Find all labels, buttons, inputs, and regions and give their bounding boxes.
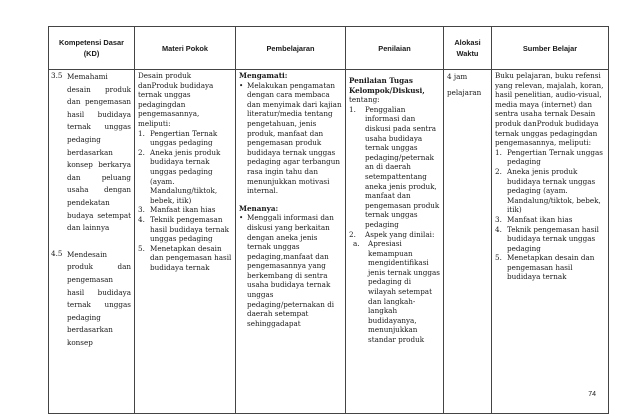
materi-cell bbox=[135, 70, 236, 414]
header-kd: Kompetensi Dasar (KD) bbox=[49, 27, 135, 70]
alokasi-unit: pelajaran bbox=[447, 88, 482, 97]
mengamati-title: Mengamati: bbox=[239, 71, 288, 80]
list-item: 2. Aneka jenis produk budidaya ternak unggas pedaging (ayam. Mandalung/tiktok, bebek, itik) bbox=[495, 166, 601, 215]
bullet-icon: • bbox=[239, 213, 244, 223]
bullet-icon: • bbox=[239, 80, 244, 90]
sumber-cell bbox=[492, 70, 609, 414]
syllabus-table bbox=[48, 26, 609, 414]
table-row bbox=[49, 70, 609, 414]
header-penilaian: Penilaian bbox=[346, 27, 444, 70]
materi-list bbox=[138, 129, 232, 273]
sumber-intro: Buku pelajaran, buku refensi yang relevan, majalah, koran, hasil penelitian, audio-visual, media maya (internet) dan sentra usaha ternak Desain produk danProduk budidaya ternak unggas pedagingdan pengemasannya, meliputi: bbox=[495, 71, 604, 148]
penilaian-list bbox=[349, 105, 440, 239]
kd-number: 3.5 bbox=[51, 71, 63, 80]
header-pembelajaran: Pembelajaran bbox=[236, 27, 346, 70]
list-item: 1. Penggalian informasi dan diskusi pada sentra usaha budidaya ternak unggas pedaging/peternak an di daerah setempattentang aneka jenis produk, manfaat dan pengemasan produk ternak unggas pedaging bbox=[349, 104, 440, 229]
list-item: 4. Teknik pengemasan hasil budidaya ternak unggas pedaging bbox=[495, 224, 599, 253]
header-materi: Materi Pokok bbox=[135, 27, 236, 70]
penilaian-title: Penilaian Tugas Kelompok/Diskusi, bbox=[349, 76, 425, 95]
list-item: 3. Manfaat ikan hias bbox=[495, 214, 573, 224]
header-row bbox=[49, 27, 609, 70]
sumber-list bbox=[495, 148, 605, 282]
alokasi-jam: 4 jam bbox=[447, 72, 468, 81]
alokasi-cell bbox=[444, 70, 492, 414]
header-sumber: Sumber Belajar bbox=[492, 27, 609, 70]
list-item: 4. Teknik pengemasan hasil budidaya ternak unggas pedaging bbox=[138, 214, 229, 244]
list-item: 2. Aspek yang dinilai: bbox=[349, 229, 435, 239]
kd-item bbox=[51, 71, 131, 235]
list-item: 5. Menetapkan desain dan pengemasan hasil budidaya ternak bbox=[138, 243, 232, 272]
kd-number: 4.5 bbox=[51, 248, 63, 258]
materi-intro: Desain produk danProduk budidaya ternak unggas pedagingdan pengemasannya, meliputi: bbox=[138, 71, 214, 128]
list-item: 3. Manfaat ikan hias bbox=[138, 205, 216, 215]
penilaian-tentang: tentang: bbox=[349, 95, 380, 105]
list-item: 1. Pengertian Ternak unggas pedaging bbox=[495, 147, 603, 167]
kd-text: Mendesain produk dan pengemasan hasil budidaya ternak unggas pedaging berdasarkan konsep bbox=[67, 249, 131, 347]
penilaian-cell bbox=[346, 70, 444, 414]
pembelajaran-cell bbox=[236, 70, 346, 414]
menanya-title: Menanya: bbox=[239, 203, 279, 213]
page-number: 74 bbox=[588, 391, 596, 398]
header-alokasi: Alokasi Waktu bbox=[444, 27, 492, 70]
kd-item bbox=[51, 249, 131, 350]
menanya-item: • Menggali informasi dan diskusi yang berkaitan dengan aneka jenis ternak unggas pedaging,manfaat dan pengemasannya yang berkembang di sentra usaha budidaya ternak unggas pedaging/peternakan di daerah setempat sehinggadapat bbox=[239, 213, 335, 328]
kd-cell bbox=[49, 70, 135, 414]
mengamati-item: • Melakukan pengamatan dengan cara membaca dan menyimak dari kajian literatur/media tentang pengetahuan, jenis produk, manfaat dan pengemasan produk budidaya ternak unggas pedaging agar terbangun rasa ingin tahu dan menunjukkan motivasi internal. bbox=[239, 80, 342, 196]
kd-text: Memahami desain produk dan pengemasan hasil budidaya ternak unggas pedaging berdasarkan konsep berkarya dan peluang usaha dengan pendekatan budaya setempat dan lainnya bbox=[67, 72, 131, 233]
list-item: 1. Pengertian Ternak unggas pedaging bbox=[138, 128, 218, 148]
penilaian-subitem: a. Apresiasi kemampuan mengidentifikasi jenis ternak unggas pedaging di wilayah setempat dan langkah-langkah budidayanya, menunjukkan standar produk bbox=[353, 239, 440, 345]
list-item: 2. Aneka jenis produk budidaya ternak unggas pedaging (ayam. Mandalung/tiktok, bebek, itik) bbox=[138, 147, 221, 205]
list-item: 5. Menetapkan desain dan pengemasan hasil budidaya ternak bbox=[495, 253, 595, 282]
